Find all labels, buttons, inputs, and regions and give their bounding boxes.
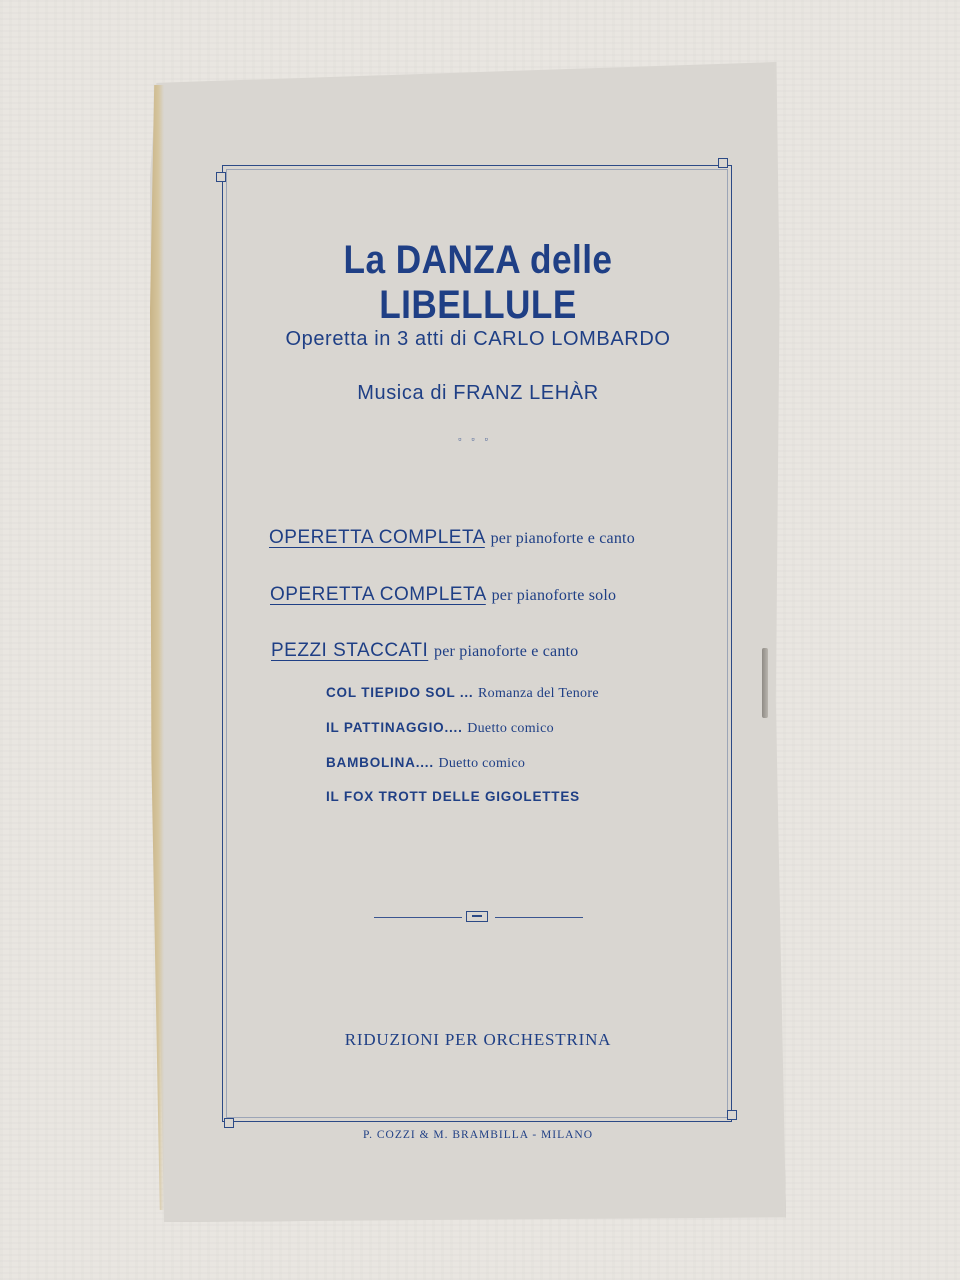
edition-heading: OPERETTA COMPLETA — [269, 527, 485, 548]
frame-corner-bottom-right — [727, 1110, 737, 1120]
publisher-imprint: P. COZZI & M. BRAMBILLA - MILANO — [362, 1129, 594, 1141]
piece-item — [326, 789, 580, 804]
aged-paper-edge — [150, 85, 164, 1210]
divider-rule-left — [374, 917, 462, 918]
separator-dots: ▫▫▫ — [458, 434, 498, 444]
piece-description: Duetto comico — [467, 721, 554, 736]
piece-description: Duetto comico — [438, 756, 526, 771]
edition-heading: PEZZI STACCATI — [271, 640, 429, 661]
piece-description: Romanza del Tenore — [478, 686, 599, 701]
piece-item — [326, 685, 599, 702]
frame-corner-bottom-left — [224, 1118, 234, 1128]
orchestra-reductions-note: RIDUZIONI PER ORCHESTRINA — [344, 1030, 612, 1049]
divider-rule-right — [495, 917, 583, 918]
composer-credit: Musica di FRANZ LEHÀR — [357, 382, 599, 404]
edition-item — [271, 640, 578, 662]
edition-item — [270, 584, 616, 606]
edition-item — [269, 527, 635, 549]
edition-heading: OPERETTA COMPLETA — [270, 584, 486, 605]
frame-corner-top-left — [216, 172, 226, 182]
piece-name: BAMBOLINA.... — [326, 755, 434, 770]
staple — [762, 648, 768, 718]
operetta-title: La DANZA delle LIBELLULE — [343, 238, 613, 327]
edition-description: per pianoforte solo — [491, 587, 617, 604]
piece-name: IL FOX TROTT DELLE GIGOLETTES — [326, 789, 580, 804]
piece-name: COL TIEPIDO SOL ... — [326, 685, 474, 700]
piece-item — [326, 755, 525, 772]
piece-name: IL PATTINAGGIO.... — [326, 720, 463, 735]
frame-corner-top-right — [718, 158, 728, 168]
piece-item — [326, 720, 554, 737]
edition-description: per pianoforte e canto — [490, 530, 635, 547]
divider-ornament — [466, 911, 488, 922]
operetta-subtitle: Operetta in 3 atti di CARLO LOMBARDO — [285, 328, 671, 350]
edition-description: per pianoforte e canto — [434, 643, 579, 660]
